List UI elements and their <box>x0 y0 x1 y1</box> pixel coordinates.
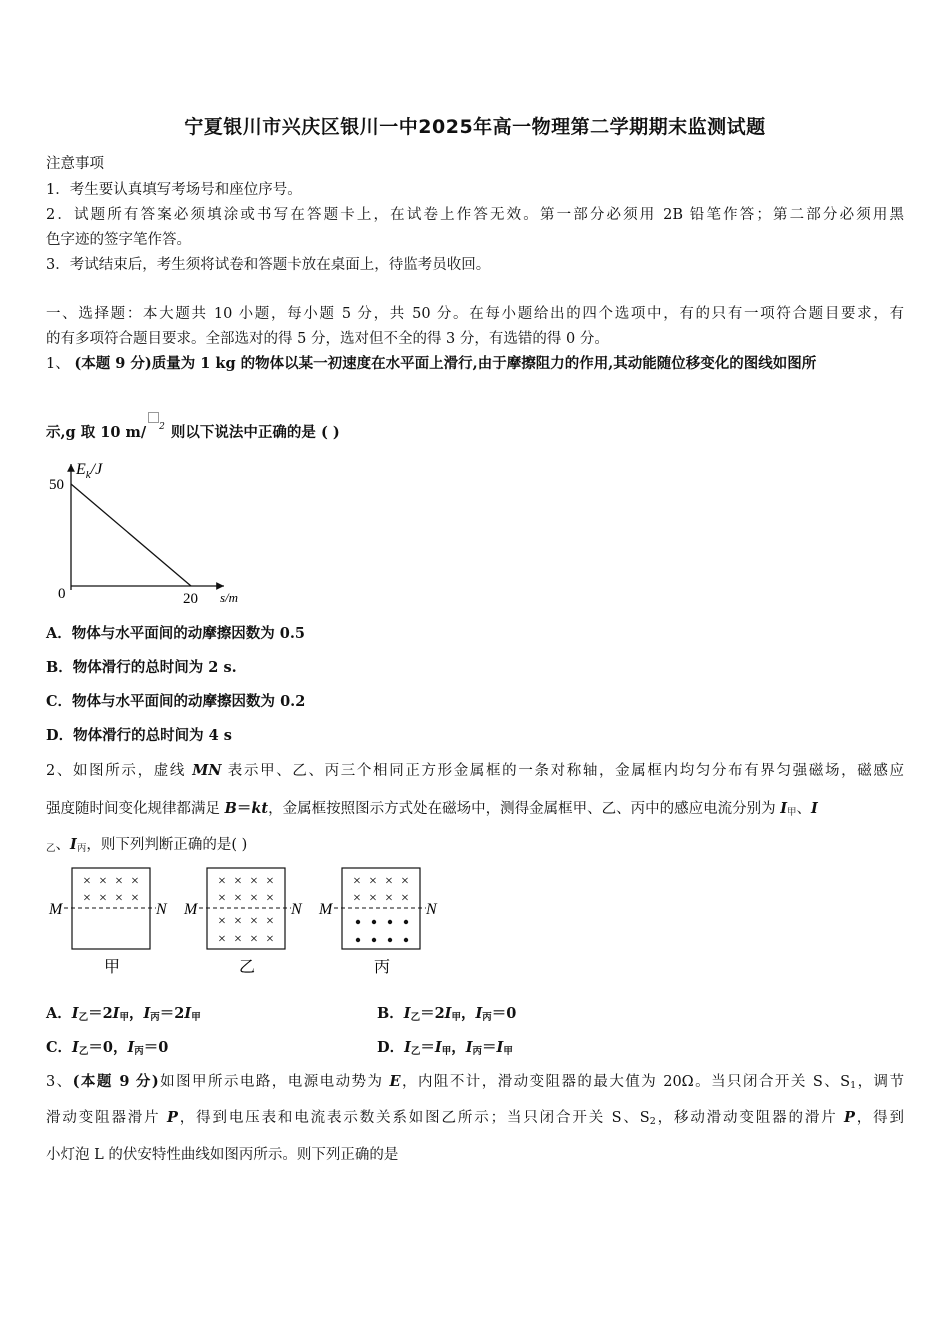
field-cross-icon: × <box>115 891 123 906</box>
field-cross-icon: × <box>250 874 258 889</box>
q3-text-2d: ，得到 <box>854 1110 905 1126</box>
field-cross-icon: × <box>385 874 393 889</box>
field-cross-icon: × <box>266 891 274 906</box>
page-title: 宁夏银川市兴庆区银川一中2025年高一物理第二学期期末监测试题 <box>184 116 766 138</box>
q2-option-b: B．$I_乙=2I_甲$，$I_丙=0$ <box>377 1005 517 1023</box>
notice-item-1: 1．考生要认真填写考场号和座位序号。 <box>46 182 302 198</box>
q1-option-a: A．物体与水平面间的动摩擦因数为 0.5 <box>46 625 306 642</box>
field-cross-icon: × <box>385 891 393 906</box>
label-n: N <box>291 901 302 918</box>
frame-label-yi: 乙 <box>239 959 256 976</box>
field-cross-icon: × <box>353 874 361 889</box>
field-cross-icon: × <box>369 891 377 906</box>
y-axis-label: $E_k/J$ <box>76 461 103 481</box>
field-dot-icon <box>388 920 392 924</box>
q3-line-1 <box>46 1070 904 1091</box>
q2-line-1 <box>46 759 904 780</box>
placeholder-box-icon <box>148 412 159 423</box>
q1-text-2a: 示,g 取 10 m/ <box>46 424 147 441</box>
q1-option-c: C．物体与水平面间的动摩擦因数为 0.2 <box>46 693 306 710</box>
q3-sub-1: 1 <box>850 1080 857 1091</box>
q1-text-2b: 则以下说法中正确的是 ( ) <box>170 424 340 441</box>
field-cross-icon: × <box>83 891 91 906</box>
frame-bing <box>318 868 438 949</box>
q1-text-1: 质量为 1 kg 的物体以某一初速度在水平面上滑行,由于摩擦阻力的作用,其动能随位移变化的图线如图所 <box>151 355 817 372</box>
field-cross-icon: × <box>218 932 226 947</box>
field-cross-icon: × <box>353 891 361 906</box>
field-dot-icon <box>372 920 376 924</box>
q3-text-2c: ，移动滑动变阻器的滑片 <box>655 1110 845 1126</box>
y-tick-label: 50 <box>49 477 64 493</box>
q3-text-1b: ，内阻不计，滑动变阻器的最大值为 20Ω。当只闭合开关 S、S <box>400 1074 851 1090</box>
q3-line-2 <box>46 1106 904 1127</box>
q2-sep: 、 <box>796 801 812 817</box>
field-cross-icon: × <box>234 932 242 947</box>
q1-option-d: D．物体滑行的总时间为 4 s <box>46 727 232 744</box>
field-cross-icon: × <box>99 874 107 889</box>
q1-ek-graph <box>44 452 254 612</box>
q3-var-p: P <box>167 1109 178 1126</box>
field-cross-icon: × <box>131 874 139 889</box>
label-n: N <box>156 901 167 918</box>
field-dot-icon <box>404 920 408 924</box>
ek-series-line <box>71 484 191 586</box>
field-dot-icon <box>356 920 360 924</box>
field-cross-icon: × <box>250 914 258 929</box>
q2-line-3 <box>46 833 247 854</box>
frame-jia <box>48 868 168 949</box>
label-m: M <box>184 901 198 918</box>
q3-text-2b: ，得到电压表和电流表示数关系如图乙所示；当只闭合开关 S、S <box>177 1110 650 1126</box>
field-cross-icon: × <box>234 914 242 929</box>
origin-label: 0 <box>58 586 66 602</box>
q2-sub-bing: 丙 <box>76 843 87 854</box>
field-cross-icon: × <box>266 874 274 889</box>
notice-item-2: 2．试题所有答案必须填涂或书写在答题卡上，在试卷上作答无效。第一部分必须用 2B 铅笔作答；第二部分必须用黑 <box>46 207 904 223</box>
q2-sub-yi: 乙 <box>46 843 56 854</box>
q3-tag: (本题 9 分) <box>72 1073 159 1090</box>
field-cross-icon: × <box>369 874 377 889</box>
field-cross-icon: × <box>218 891 226 906</box>
field-cross-icon: × <box>83 874 91 889</box>
label-m: M <box>319 901 333 918</box>
q1-line-1 <box>46 352 816 373</box>
q2-number: 2、 <box>46 763 74 779</box>
field-cross-icon: × <box>131 891 139 906</box>
q2-current-i: I <box>811 800 818 817</box>
q3-text-2a: 滑动变阻器滑片 <box>46 1110 167 1126</box>
field-cross-icon: × <box>218 874 226 889</box>
field-dot-icon <box>404 938 408 942</box>
q2-sub-jia: 甲 <box>787 807 797 818</box>
field-cross-icon: × <box>401 891 409 906</box>
q2-eq: ＝ <box>236 800 252 817</box>
field-dot-icon <box>356 938 360 942</box>
q1-exponent: 2 <box>159 422 165 432</box>
q1-option-b: B．物体滑行的总时间为 2 s. <box>46 659 237 676</box>
field-cross-icon: × <box>115 874 123 889</box>
q2-line-2 <box>46 797 818 818</box>
label-m: M <box>49 901 63 918</box>
section-instructions-2: 的有多项符合题目要求。全部选对的得 5 分，选对但不全的得 3 分，有选错的得 0 分。 <box>46 331 609 347</box>
field-cross-icon: × <box>250 932 258 947</box>
field-dot-icon <box>372 938 376 942</box>
q2-text-2b: ，金属框按照图示方式处在磁场中，测得金属框甲、乙、丙中的感应电流分别为 <box>268 801 781 817</box>
field-cross-icon: × <box>250 891 258 906</box>
q3-sub-2: 2 <box>649 1116 656 1127</box>
q2-sep: 、 <box>55 837 71 853</box>
q2-current-i: I <box>780 800 788 817</box>
q2-text-1a: 如图所示，虚线 <box>73 763 193 779</box>
q2-option-c: C．$I_乙=0$，$I_丙=0$ <box>46 1039 169 1057</box>
q3-text-1c: ，调节 <box>856 1074 904 1090</box>
x-axis-label: s/m <box>220 590 239 605</box>
frame-yi <box>183 868 303 949</box>
field-cross-icon: × <box>266 914 274 929</box>
q2-var-mn: MN <box>192 762 222 779</box>
q3-text-1a: 如图甲所示电路，电源电动势为 <box>158 1074 390 1090</box>
q2-option-d: D．$I_乙=I_甲$，$I_丙=I_甲$ <box>377 1039 513 1057</box>
field-cross-icon: × <box>234 891 242 906</box>
q3-var-p: P <box>844 1109 855 1126</box>
q1-number: 1、 <box>46 356 70 372</box>
q1-line-2 <box>46 412 340 442</box>
notice-item-2-cont: 色字迹的签字笔作答。 <box>46 232 191 248</box>
q3-number: 3、 <box>46 1074 73 1090</box>
q2-option-a: A．$I_乙=2I_甲$，$I_丙=2I_甲$ <box>46 1005 201 1023</box>
q2-magnetic-frames-figure <box>44 862 464 980</box>
section-instructions-1: 一、选择题：本大题共 10 小题，每小题 5 分，共 50 分。在每小题给出的四个选项中，有的只有一项符合题目要求，有 <box>46 306 904 322</box>
field-cross-icon: × <box>234 874 242 889</box>
q2-var-kt: kt <box>251 800 269 817</box>
field-cross-icon: × <box>218 914 226 929</box>
frame-label-bing: 丙 <box>374 959 391 976</box>
frame-label-jia: 甲 <box>104 959 121 976</box>
field-cross-icon: × <box>266 932 274 947</box>
x-tick-label: 20 <box>183 591 198 607</box>
q2-text-2a: 强度随时间变化规律都满足 <box>46 801 225 817</box>
notice-item-3: 3．考试结束后，考生须将试卷和答题卡放在桌面上，待监考员收回。 <box>46 257 491 273</box>
q2-current-i: I <box>70 836 77 853</box>
q2-text-3: ，则下列判断正确的是( ) <box>86 837 248 853</box>
q1-tag: (本题 9 分) <box>74 355 152 372</box>
q3-line-3: 小灯泡 L 的伏安特性曲线如图丙所示。则下列正确的是 <box>46 1147 399 1163</box>
field-cross-icon: × <box>99 891 107 906</box>
notice-heading: 注意事项 <box>46 156 104 172</box>
q2-text-1b: 表示甲、乙、丙三个相同正方形金属框的一条对称轴，金属框内均匀分布有界匀强磁场，磁感应 <box>221 763 905 779</box>
q3-var-e: E <box>389 1073 401 1090</box>
field-cross-icon: × <box>401 874 409 889</box>
label-n: N <box>426 901 437 918</box>
field-dot-icon <box>388 938 392 942</box>
q2-var-b: B <box>224 800 237 817</box>
